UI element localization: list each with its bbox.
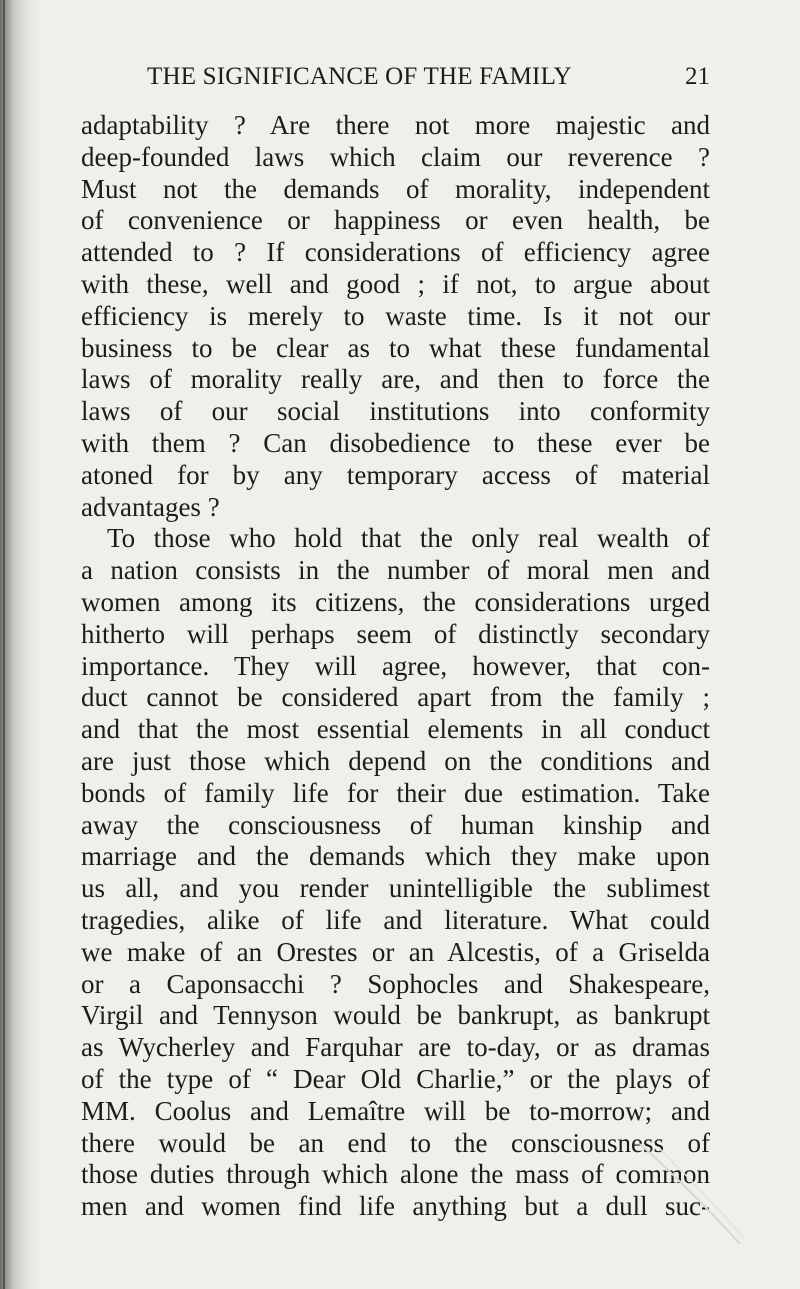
binding-gutter-shadow xyxy=(0,0,40,1289)
text-line: business to be clear as to what these fundamental xyxy=(81,332,710,363)
text-line: laws of our social institutions into conformity xyxy=(81,396,710,427)
text-line: or a Caponsacchi ? Sophocles and Shakespeare, xyxy=(81,968,710,999)
text-line: of the type of “ Dear Old Charlie,” or the plays of xyxy=(81,1063,710,1094)
text-line: with them ? Can disobedience to these ever be xyxy=(81,427,710,458)
text-line: Virgil and Tennyson would be bankrupt, as bankrupt xyxy=(81,1000,710,1031)
text-line: there would be an end to the consciousness of xyxy=(81,1127,710,1158)
text-line: tragedies, alike of life and literature. What could xyxy=(81,904,710,935)
text-line: deep-founded laws which claim our reverence ? xyxy=(81,141,710,172)
text-line: and that the most essential elements in all conduct xyxy=(81,714,710,745)
text-line: advantages ? xyxy=(81,491,220,522)
text-line: efficiency is merely to waste time. Is it not our xyxy=(81,300,710,331)
text-line: are just those which depend on the conditions and xyxy=(81,745,710,776)
text-line: MM. Coolus and Lemaître will be to-morrow; and xyxy=(81,1095,710,1126)
text-line: To those who hold that the only real wealth of xyxy=(107,523,710,554)
text-line: a nation consists in the number of moral men and xyxy=(81,555,710,586)
binding-edge-line xyxy=(3,0,5,1289)
text-line: bonds of family life for their due estimation. Take xyxy=(81,777,710,808)
text-line: men and women find life anything but a dull suc- xyxy=(81,1191,710,1222)
page-crease xyxy=(620,1139,760,1249)
text-line: we make of an Orestes or an Alcestis, of a Griselda xyxy=(81,936,710,967)
page-number: 21 xyxy=(685,63,710,90)
text-line: with these, well and good ; if not, to argue about xyxy=(81,268,710,299)
text-line: importance. They will agree, however, that con- xyxy=(81,650,710,681)
running-head: THE SIGNIFICANCE OF THE FAMILY xyxy=(147,63,572,90)
text-line: hitherto will perhaps seem of distinctly secondary xyxy=(81,618,710,649)
text-line: women among its citizens, the considerations urged xyxy=(81,586,710,617)
text-line: duct cannot be considered apart from the family ; xyxy=(81,682,710,713)
text-line: away the consciousness of human kinship and xyxy=(81,809,710,840)
text-line: laws of morality really are, and then to force the xyxy=(81,364,710,395)
text-line: Must not the demands of morality, independent xyxy=(81,173,710,204)
text-line: marriage and the demands which they make upon xyxy=(81,841,710,872)
page-body xyxy=(81,110,710,1223)
text-line: those duties through which alone the mass of common xyxy=(81,1159,710,1190)
text-line: atoned for by any temporary access of material xyxy=(81,459,710,490)
page-header xyxy=(81,63,710,97)
text-line: as Wycherley and Farquhar are to-day, or as dramas xyxy=(81,1032,710,1063)
text-line: adaptability ? Are there not more majestic and xyxy=(81,110,710,140)
text-line: of convenience or happiness or even health, be xyxy=(81,205,710,236)
text-line: attended to ? If considerations of efficiency agree xyxy=(81,237,710,268)
text-line: us all, and you render unintelligible the sublimest xyxy=(81,873,710,904)
